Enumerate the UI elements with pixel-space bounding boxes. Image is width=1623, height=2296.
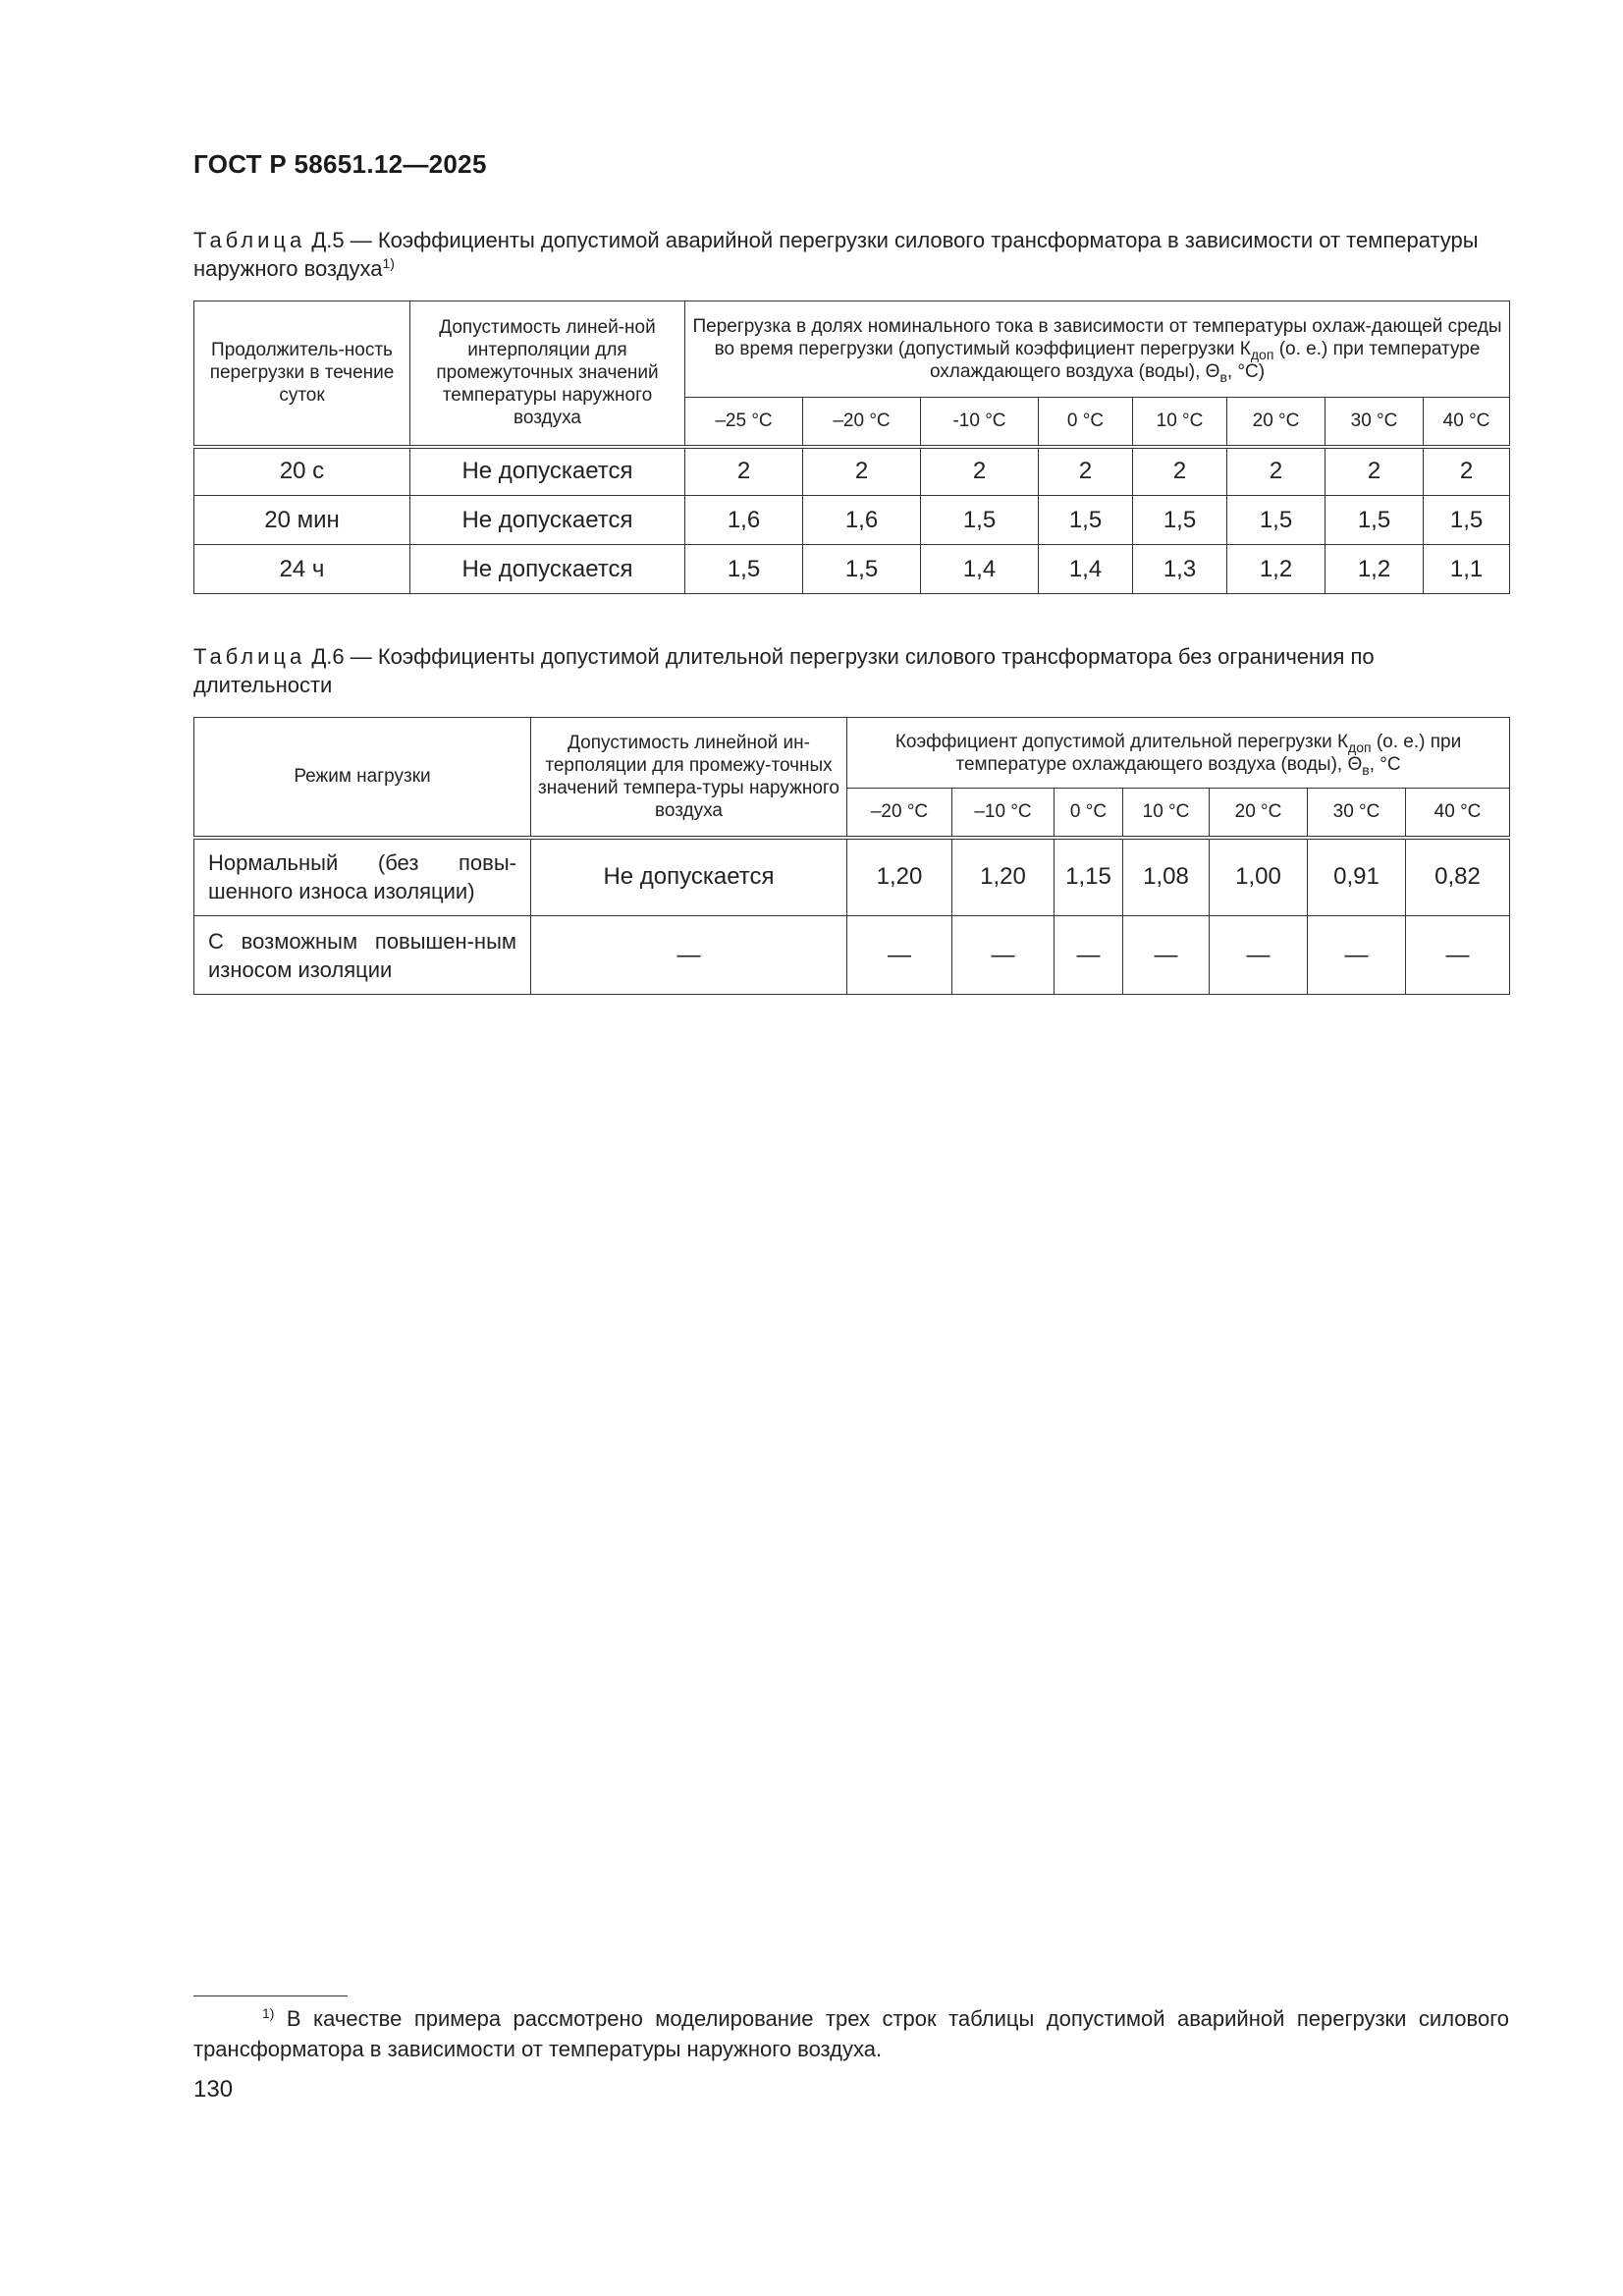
table5-value-cell: 2 (1227, 447, 1325, 496)
table5-value-cell: 2 (1325, 447, 1424, 496)
table6-value-cell: — (1308, 916, 1406, 995)
table6-temp-header: 20 °С (1210, 789, 1308, 838)
table6-temp-header: 0 °С (1055, 789, 1123, 838)
table5-value-cell: 1,5 (1227, 496, 1325, 545)
table5-duration-cell: 24 ч (194, 545, 410, 594)
table6-mode-cell: С возможным повышен-ным износом изоляции (194, 916, 531, 995)
table5-value-cell: 1,6 (685, 496, 803, 545)
table6-value-cell: 0,82 (1406, 838, 1510, 916)
table6-value-cell: — (1210, 916, 1308, 995)
table5-value-cell: 1,6 (803, 496, 921, 545)
footnote-divider (193, 1995, 348, 1996)
table6-caption (193, 642, 1509, 699)
table5-value-cell: 1,3 (1133, 545, 1227, 594)
footnote-text: В качестве примера рассмотрено моделирование трех строк таблицы допустимой аварийной перегрузки силового трансформатора в зависимости от температуры наружного воздуха. (193, 2006, 1509, 2061)
table5-temp-header: 20 °С (1227, 398, 1325, 447)
table6-col-interp-header: Допустимость линейной ин-терполяции для промежу-точных значений темпера-туры наружного воздуха (531, 718, 847, 838)
table6-value-cell: 0,91 (1308, 838, 1406, 916)
table5-temp-header: 0 °С (1039, 398, 1133, 447)
table-row (194, 447, 1510, 496)
table5-value-cell: 2 (1133, 447, 1227, 496)
footnote (193, 2003, 1509, 2064)
table5-footnote-ref: 1) (382, 255, 395, 271)
table5-interp-cell: Не допускается (410, 447, 685, 496)
table6-temp-header: 40 °С (1406, 789, 1510, 838)
table5-value-cell: 1,5 (1039, 496, 1133, 545)
table6-value-cell: — (1406, 916, 1510, 995)
table5-caption-label: Таблица (193, 228, 306, 252)
table5-temp-header: –20 °С (803, 398, 921, 447)
table5-interp-cell: Не допускается (410, 545, 685, 594)
table6-mode-cell: Нормальный (без повы-шенного износа изоляции) (194, 838, 531, 916)
table6-caption-text: Д.6 — Коэффициенты допустимой длительной перегрузки силового трансформатора без ограничения по длительности (193, 644, 1375, 697)
table5-value-cell: 1,4 (1039, 545, 1133, 594)
table5-temp-header: –25 °С (685, 398, 803, 447)
table6-caption-label: Таблица (193, 644, 306, 669)
table6-value-cell: — (1123, 916, 1210, 995)
table5-value-cell: 2 (1039, 447, 1133, 496)
table5-temp-header: 40 °С (1424, 398, 1510, 447)
table6-group-header: Коэффициент допустимой длительной перегрузки $К_{доп}$ (о. е.) при температуре охлаждающего воздуха (воды), $\Theta_в$, °С (847, 718, 1510, 789)
document-header: ГОСТ Р 58651.12—2025 (193, 149, 487, 179)
table5-caption-text: Д.5 — Коэффициенты допустимой аварийной перегрузки силового трансформатора в зависимости от температуры наружного воздуха (193, 228, 1479, 281)
table5-value-cell: 1,2 (1227, 545, 1325, 594)
footnote-marker: 1) (262, 2005, 275, 2021)
table6-interp-cell: Не допускается (531, 838, 847, 916)
table5-value-cell: 1,5 (1325, 496, 1424, 545)
table6-value-cell: 1,08 (1123, 838, 1210, 916)
table5-value-cell: 1,5 (803, 545, 921, 594)
table-row (194, 838, 1510, 916)
page-number: 130 (193, 2076, 234, 2103)
table6-interp-cell: — (531, 916, 847, 995)
table6-temp-header: 30 °С (1308, 789, 1406, 838)
table5-value-cell: 2 (685, 447, 803, 496)
table5-value-cell: 2 (921, 447, 1039, 496)
table5-caption (193, 226, 1509, 283)
table5-value-cell: 1,2 (1325, 545, 1424, 594)
table5-value-cell: 1,5 (921, 496, 1039, 545)
table-d6 (193, 717, 1510, 995)
table-row (194, 545, 1510, 594)
table5-value-cell: 1,4 (921, 545, 1039, 594)
table5-value-cell: 1,5 (1133, 496, 1227, 545)
table6-temp-header: 10 °С (1123, 789, 1210, 838)
table5-value-cell: 2 (1424, 447, 1510, 496)
table6-value-cell: — (847, 916, 952, 995)
table5-temp-header: 30 °С (1325, 398, 1424, 447)
table-d5 (193, 301, 1510, 594)
table5-group-header: Перегрузка в долях номинального тока в зависимости от температуры охлаж-дающей среды во время перегрузки (допустимый коэффициент перегрузки $К_{доп}$ (о. е.) при температуре охлаждающего воздуха (воды), $\Theta_в$, °С) (685, 301, 1510, 398)
table5-temp-header: 10 °С (1133, 398, 1227, 447)
table-row (194, 496, 1510, 545)
table6-value-cell: 1,20 (952, 838, 1055, 916)
table5-value-cell: 1,5 (1424, 496, 1510, 545)
table6-temp-header: –10 °С (952, 789, 1055, 838)
table-row (194, 916, 1510, 995)
table5-value-cell: 2 (803, 447, 921, 496)
table5-value-cell: 1,1 (1424, 545, 1510, 594)
table5-interp-cell: Не допускается (410, 496, 685, 545)
table5-temp-header: -10 °С (921, 398, 1039, 447)
table6-col-mode-header: Режим нагрузки (194, 718, 531, 838)
table6-value-cell: 1,20 (847, 838, 952, 916)
table5-duration-cell: 20 с (194, 447, 410, 496)
table5-value-cell: 1,5 (685, 545, 803, 594)
table5-col-interp-header: Допустимость линей-ной интерполяции для промежуточных значений температуры наружного воздуха (410, 301, 685, 447)
table6-value-cell: 1,15 (1055, 838, 1123, 916)
table6-value-cell: 1,00 (1210, 838, 1308, 916)
table5-col-duration-header: Продолжитель-ность перегрузки в течение суток (194, 301, 410, 447)
table5-duration-cell: 20 мин (194, 496, 410, 545)
table6-value-cell: — (1055, 916, 1123, 995)
table6-temp-header: –20 °С (847, 789, 952, 838)
table6-value-cell: — (952, 916, 1055, 995)
